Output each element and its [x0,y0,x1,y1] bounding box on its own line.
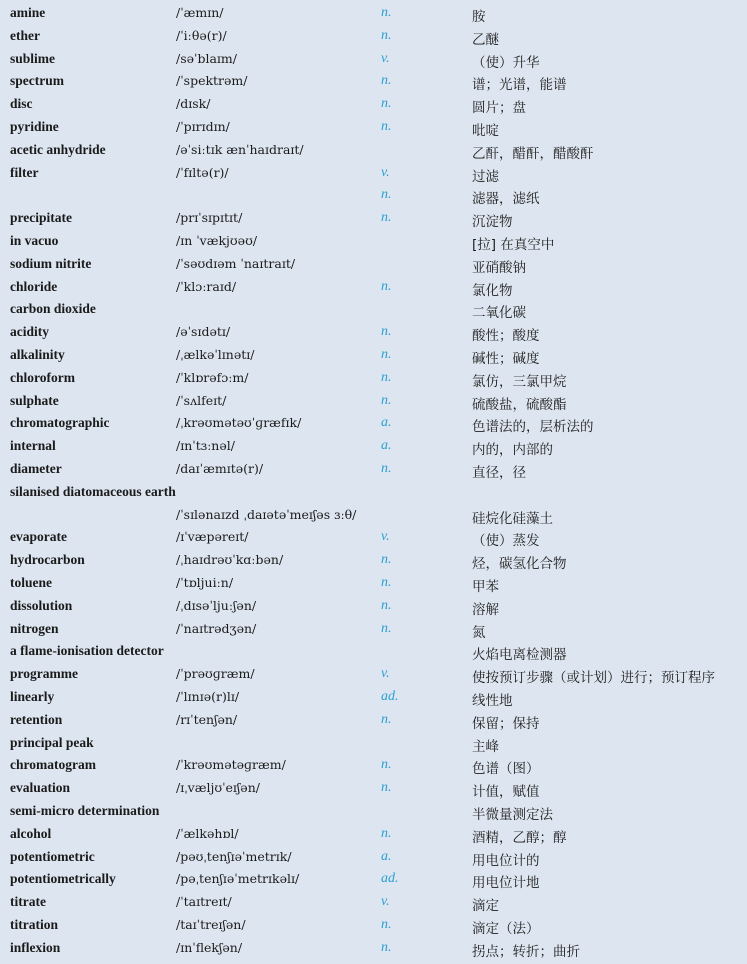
entry-term: silanised diatomaceous earth [10,483,176,499]
glossary-entry [0,641,747,664]
entry-meaning: 色谱法的，层析法的 [472,419,594,436]
entry-term: sulphate [10,392,59,408]
entry-term: titrate [10,894,46,910]
entry-part-of-speech: n. [381,939,392,955]
glossary-entry [0,892,747,915]
entry-pronunciation: /prɪˈsɪpɪtɪt/ [176,210,243,226]
glossary-entry [0,94,747,117]
entry-term: evaporate [10,529,67,545]
entry-pronunciation: /ˈtɒljuiːn/ [176,575,234,590]
entry-part-of-speech: n. [381,27,392,43]
entry-part-of-speech: n. [381,324,392,340]
entry-part-of-speech: n. [381,187,392,203]
entry-part-of-speech: ad. [381,871,399,887]
entry-pronunciation: /dɪsk/ [176,96,211,112]
entry-pronunciation: /ɪnˈflekʃən/ [176,939,243,955]
glossary-entry [0,277,747,300]
entry-term: toluene [10,575,52,590]
entry-term: potentiometric [10,848,95,864]
entry-term: chromatographic [10,415,110,431]
entry-meaning: 硅烷化硅藻土 [472,510,553,527]
entry-pronunciation: /ˌælkəˈlɪnətɪ/ [176,347,255,362]
entry-meaning: 过滤 [472,168,499,185]
entry-meaning: 主峰 [472,738,499,755]
entry-term: principal peak [10,734,94,750]
entry-pronunciation: /ˈsʌlfeɪt/ [176,392,227,408]
entry-term: ether [10,27,40,43]
entry-pronunciation: /ˈklɒrəfɔːm/ [176,369,249,385]
entry-part-of-speech: n. [381,575,392,590]
entry-meaning: 计值，赋值 [472,784,540,801]
entry-part-of-speech: n. [381,597,392,613]
glossary-entry [0,208,747,231]
entry-meaning: 乙醚 [472,31,499,48]
glossary-entry [0,163,747,186]
entry-pronunciation: /ˈfɪltə(r)/ [176,164,229,180]
entry-meaning: 内的，内部的 [472,442,553,459]
glossary-entry [0,345,747,368]
entry-term: sodium nitrite [10,255,92,271]
entry-meaning: 火焰电离检测器 [472,647,567,664]
entry-meaning: 滤器，滤纸 [472,191,540,208]
entry-term: precipitate [10,210,72,226]
entry-pronunciation: /pəʊˌtenʃɪəˈmetrɪk/ [176,848,292,864]
entry-term: filter [10,164,39,180]
entry-meaning: 二氧化碳 [472,305,526,322]
entry-meaning: 乙酐，醋酐，醋酸酐 [472,145,594,162]
entry-part-of-speech: n. [381,392,392,408]
entry-part-of-speech: v. [381,164,390,180]
glossary-entry [0,847,747,870]
glossary-entry [0,938,747,961]
entry-pronunciation: /ˈpɪrɪdɪn/ [176,119,230,134]
entry-pronunciation: /ˈkrəʊmətəɡræm/ [176,757,286,773]
entry-pronunciation: /ˈælkəhɒl/ [176,825,239,841]
entry-part-of-speech: n. [381,119,392,134]
entry-term: inflexion [10,939,61,955]
entry-meaning: 氮 [472,624,486,641]
glossary-entry [0,140,747,163]
glossary-entry [0,755,747,778]
entry-meaning: 酒精，乙醇；醇 [472,829,567,846]
entry-pronunciation: /ɪnˈtɜːnəl/ [176,438,235,454]
entry-pronunciation: /əˈsɪdətɪ/ [176,324,231,340]
entry-part-of-speech: n. [381,825,392,841]
entry-term: carbon dioxide [10,301,96,317]
entry-part-of-speech: v. [381,666,390,682]
glossary-entry [0,596,747,619]
entry-term: evaluation [10,780,71,796]
entry-pronunciation: /səˈblaɪm/ [176,50,237,66]
entry-pronunciation: /daɪˈæmɪtə(r)/ [176,461,264,476]
entry-part-of-speech: n. [381,552,392,568]
entry-meaning: 使按预订步骤（或计划）进行；预订程序 [472,670,715,687]
entry-pronunciation: /ˈspektrəm/ [176,73,248,89]
entry-pronunciation: /əˈsiːtɪk ænˈhaɪdraɪt/ [176,141,304,157]
entry-term: programme [10,666,78,682]
glossary-entry [0,436,747,459]
entry-term: a flame-ionisation detector [10,643,164,659]
entry-pronunciation: /ˈsɪlənaɪzd ˌdaɪətəˈmeɪʃəs ɜːθ/ [176,506,357,522]
entry-meaning: 碱性；碱度 [472,351,540,367]
entry-part-of-speech: ad. [381,689,399,704]
glossary-entry [0,687,747,710]
entry-part-of-speech: n. [381,210,392,226]
entry-term: in vacuo [10,233,59,248]
entry-term: alkalinity [10,347,65,362]
entry-pronunciation: /ˈæmɪn/ [176,5,224,20]
entry-term: spectrum [10,73,64,89]
entry-part-of-speech: n. [381,369,392,385]
entry-part-of-speech: v. [381,50,390,66]
glossary-entry [0,527,747,550]
entry-meaning: 硫酸盐，硫酸酯 [472,396,567,413]
entry-part-of-speech: a. [381,848,392,864]
entry-meaning: 滴定（法） [472,921,540,937]
entry-part-of-speech: n. [381,461,392,476]
entry-pronunciation: /ˈnaɪtrədʒən/ [176,620,257,636]
entry-term: titration [10,917,58,932]
glossary-entry [0,619,747,642]
glossary-entry [0,26,747,49]
glossary-entry [0,869,747,892]
entry-pronunciation: /ˈlɪnɪə(r)lɪ/ [176,689,240,704]
entry-pronunciation: /ˌkrəʊmətəʊˈɡræfɪk/ [176,415,302,431]
entry-part-of-speech: n. [381,278,392,294]
entry-meaning: 亚硝酸钠 [472,259,526,276]
entry-term: disc [10,96,33,112]
entry-term: acetic anhydride [10,141,106,157]
entry-term: linearly [10,689,55,704]
entry-pronunciation: /ˌhaɪdrəʊˈkɑːbən/ [176,552,284,568]
entry-term: sublime [10,50,56,66]
glossary-entry [0,550,747,573]
entry-meaning: [拉] 在真空中 [472,237,555,253]
glossary-entry [0,391,747,414]
entry-meaning: 沉淀物 [472,214,513,231]
glossary-entry [0,71,747,94]
entry-part-of-speech: n. [381,711,392,727]
glossary-entry [0,459,747,482]
entry-meaning: 滴定 [472,898,499,915]
glossary-entry [0,801,747,824]
glossary-entry [0,824,747,847]
entry-pronunciation: /ˈsəʊdɪəm ˈnaɪtraɪt/ [176,255,296,271]
entry-meaning: （使）升华 [472,54,540,71]
glossary-entry [0,231,747,254]
entry-pronunciation: /ˌdɪsəˈljuːʃən/ [176,597,257,613]
entry-part-of-speech: n. [381,620,392,636]
entry-meaning: （使）蒸发 [472,533,540,550]
glossary-entry [0,915,747,938]
glossary-entry [0,49,747,72]
entry-term: internal [10,438,56,454]
glossary-entry [0,368,747,391]
entry-part-of-speech: n. [381,780,392,796]
entry-part-of-speech: v. [381,894,390,910]
glossary-entry [0,299,747,322]
glossary-entry [0,505,747,528]
entry-term: acidity [10,324,49,340]
entry-meaning: 圆片；盘 [472,100,526,117]
entry-meaning: 直径，径 [472,465,526,481]
glossary-entry [0,778,747,801]
glossary-entry [0,322,747,345]
glossary-entry [0,482,747,505]
entry-part-of-speech: n. [381,73,392,89]
entry-meaning: 拐点；转折；曲折 [472,943,580,960]
entry-pronunciation: /ˈiːθə(r)/ [176,27,227,43]
entry-meaning: 溶解 [472,601,499,618]
entry-term: pyridine [10,119,59,134]
entry-term: alcohol [10,825,52,841]
glossary-entry [0,413,747,436]
entry-pronunciation: /ˈklɔːraɪd/ [176,278,237,294]
entry-part-of-speech: n. [381,347,392,362]
entry-pronunciation: /ɪn ˈvækjʊəʊ/ [176,233,258,248]
entry-meaning: 用电位计地 [472,875,540,892]
entry-meaning: 半微量测定法 [472,807,553,823]
entry-meaning: 酸性；酸度 [472,328,540,345]
glossary-entry [0,733,747,756]
entry-part-of-speech: n. [381,5,392,20]
entry-term: diameter [10,461,62,476]
entry-meaning: 吡啶 [472,123,499,139]
entry-pronunciation: /ˈtaɪtreɪt/ [176,894,232,910]
glossary-entry [0,185,747,208]
entry-term: chloroform [10,369,75,385]
entry-meaning: 保留；保持 [472,715,540,732]
entry-meaning: 色谱（图） [472,761,540,778]
entry-part-of-speech: n. [381,917,392,932]
entry-pronunciation: /taɪˈtreɪʃən/ [176,917,246,932]
glossary-entry [0,3,747,26]
entry-term: dissolution [10,597,73,613]
entry-term: hydrocarbon [10,552,85,568]
entry-pronunciation: /ɪˌvæljʊˈeɪʃən/ [176,780,260,796]
entry-part-of-speech: n. [381,96,392,112]
entry-part-of-speech: a. [381,415,392,431]
entry-term: chloride [10,278,58,294]
entry-meaning: 用电位计的 [472,852,540,869]
entry-part-of-speech: n. [381,757,392,773]
entry-term: amine [10,5,46,20]
entry-meaning: 甲苯 [472,579,499,595]
entry-pronunciation: /ɪˈvæpəreɪt/ [176,529,249,545]
entry-pronunciation: /pəˌtenʃɪəˈmetrɪkəlɪ/ [176,871,300,887]
entry-term: retention [10,711,63,727]
glossary-entry [0,664,747,687]
entry-part-of-speech: a. [381,438,392,454]
entry-meaning: 烃，碳氢化合物 [472,556,567,573]
entry-meaning: 谱；光谱，能谱 [472,77,567,94]
glossary-entry [0,254,747,277]
entry-pronunciation: /rɪˈtenʃən/ [176,711,238,727]
glossary-entry [0,710,747,733]
entry-pronunciation: /ˈprəʊɡræm/ [176,666,255,682]
entry-term: semi-micro determination [10,803,160,818]
entry-meaning: 胺 [472,9,486,25]
entry-meaning: 氯仿，三氯甲烷 [472,373,567,390]
entry-meaning: 氯化物 [472,282,513,299]
entry-term: potentiometrically [10,871,116,887]
entry-part-of-speech: v. [381,529,390,545]
entry-term: nitrogen [10,620,59,636]
entry-term: chromatogram [10,757,96,773]
entry-meaning: 线性地 [472,693,513,709]
glossary-entry [0,117,747,140]
glossary-entry [0,573,747,596]
